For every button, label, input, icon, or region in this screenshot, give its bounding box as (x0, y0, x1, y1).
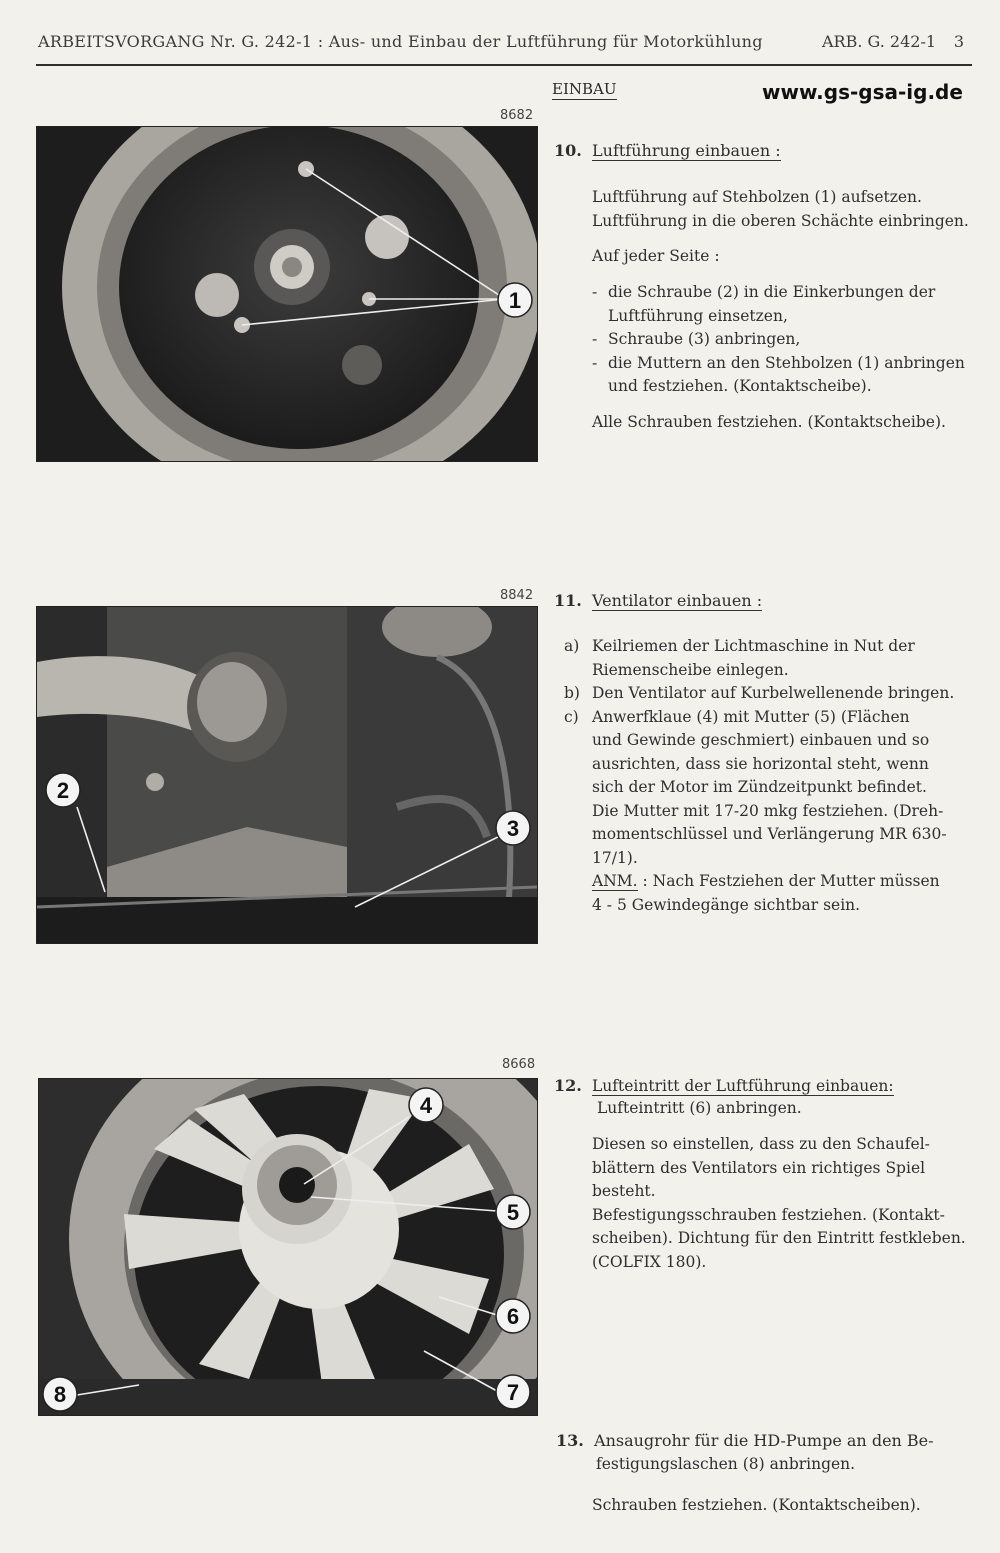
step-heading (554, 139, 781, 163)
page-header (38, 30, 970, 58)
text-line: ausrichten, dass sie horizontal steht, wenn (592, 754, 929, 773)
bullet-list (592, 281, 965, 399)
item-marker: a) (564, 637, 580, 655)
callout-label: 8 (53, 1382, 67, 1407)
paragraph: Auf jeder Seite : (592, 247, 720, 265)
callout-label: 1 (508, 288, 522, 313)
text-line: Luftführung einsetzen, (608, 306, 788, 325)
step-heading (556, 1429, 934, 1453)
step-number: 11. (554, 591, 582, 610)
callout-badge (498, 283, 532, 317)
text-line: 4 - 5 Gewindegänge sichtbar sein. (592, 895, 861, 914)
text-line: und Gewinde geschmiert) einbauen und so (592, 731, 930, 749)
step-title: Ansaugrohr für die HD-Pumpe an den Be- (594, 1431, 934, 1450)
step-number: 13. (556, 1431, 584, 1450)
step-number: 12. (554, 1076, 582, 1095)
callout-badge (46, 773, 80, 807)
callout-badge (496, 811, 530, 845)
list-item (564, 635, 954, 682)
list-item (564, 682, 954, 706)
callout-label: 2 (56, 778, 70, 803)
callout-label: 7 (506, 1380, 520, 1405)
paragraph: Lufteintritt (6) anbringen. (597, 1099, 802, 1117)
text-line: Luftführung auf Stehbolzen (1) aufsetzen. (592, 188, 922, 206)
text-line: die Schraube (2) in die Einkerbungen der (608, 283, 936, 301)
text-line: (COLFIX 180). (592, 1252, 707, 1271)
callout-label: 3 (506, 816, 520, 841)
website-watermark: www.gs-gsa-ig.de (762, 80, 963, 104)
list-item (564, 706, 954, 918)
text-line: sich der Motor im Zündzeitpunkt befindet. (592, 778, 927, 796)
photo-number: 8842 (500, 588, 534, 603)
list-item: - die Schraube (2) in die Einkerbungen der Luftführung einsetzen, (592, 281, 965, 328)
page-number: 3 (953, 32, 964, 51)
text-line: momentschlüssel und Verlängerung MR 630- (592, 825, 947, 843)
step-title: Luftführung einbauen : (592, 141, 781, 160)
text-line: Luftführung in die oberen Schächte einbringen. (592, 211, 969, 230)
photo-fan-installation (36, 606, 538, 944)
paragraph (592, 1133, 966, 1274)
section-heading: EINBAU (552, 80, 617, 98)
photo-air-intake (38, 1078, 538, 1416)
text-line: Befestigungsschrauben festziehen. (Kontakt- (592, 1205, 945, 1224)
callout-badge (409, 1088, 443, 1122)
text-line: blättern des Ventilators ein richtiges Spiel (592, 1158, 926, 1177)
list-item: - die Muttern an den Stehbolzen (1) anbringen und festziehen. (Kontaktscheibe). (592, 352, 965, 399)
text-line: Die Mutter mit 17-20 mkg festziehen. (Dreh- (592, 801, 944, 820)
note-label: ANM. (592, 872, 638, 890)
step-number: 10. (554, 141, 582, 160)
text-line: 17/1). (592, 848, 638, 867)
callout-badge (496, 1299, 530, 1333)
header-rule (36, 64, 972, 66)
step-title: Lufteintritt der Luftführung einbauen: (592, 1077, 894, 1095)
text-line: Den Ventilator auf Kurbelwellenende bringen. (592, 684, 955, 702)
list-item: - Schraube (3) anbringen, (592, 328, 965, 352)
text-line: Anwerfklaue (4) mit Mutter (5) (Flächen (592, 707, 910, 726)
paragraph: Schrauben festziehen. (Kontaktscheiben). (592, 1496, 921, 1514)
text-line: Riemenscheibe einlegen. (592, 660, 789, 679)
text-line: und festziehen. (Kontaktscheibe). (608, 377, 872, 395)
header-reference: ARB. G. 242-1 (822, 32, 937, 51)
item-marker: c) (564, 707, 579, 726)
paragraph (592, 186, 969, 233)
photo-air-duct (36, 126, 538, 462)
paragraph: Alle Schrauben festziehen. (Kontaktscheibe). (592, 413, 946, 431)
callout-badge (496, 1195, 530, 1229)
callout-label: 5 (506, 1200, 520, 1225)
photo-number: 8682 (500, 108, 534, 123)
photo-number: 8668 (502, 1057, 536, 1072)
text-line: Schraube (3) anbringen, (608, 330, 801, 348)
step-title: Ventilator einbauen : (592, 591, 763, 610)
callout-badge (43, 1377, 77, 1411)
text-line: : Nach Festziehen der Mutter müssen (642, 872, 940, 890)
text-line: Keilriemen der Lichtmaschine in Nut der (592, 637, 915, 655)
callout-badge (496, 1375, 530, 1409)
text-line: Diesen so einstellen, dass zu den Schaufel- (592, 1135, 930, 1153)
step-heading (554, 1074, 894, 1099)
text-line: festigungslaschen (8) anbringen. (596, 1455, 856, 1473)
text-line: besteht. (592, 1182, 656, 1200)
callout-label: 4 (419, 1093, 433, 1118)
header-title: ARBEITSVORGANG Nr. G. 242-1 : Aus- und Einbau der Luftführung für Motorkühlung (38, 32, 763, 51)
text-line: die Muttern an den Stehbolzen (1) anbringen (608, 353, 965, 372)
note-line (592, 870, 954, 894)
callout-label: 6 (506, 1304, 520, 1329)
text-line: scheiben). Dichtung für den Eintritt festkleben. (592, 1229, 966, 1247)
step-items (564, 635, 954, 917)
item-marker: b) (564, 684, 580, 702)
step-heading (554, 589, 762, 613)
